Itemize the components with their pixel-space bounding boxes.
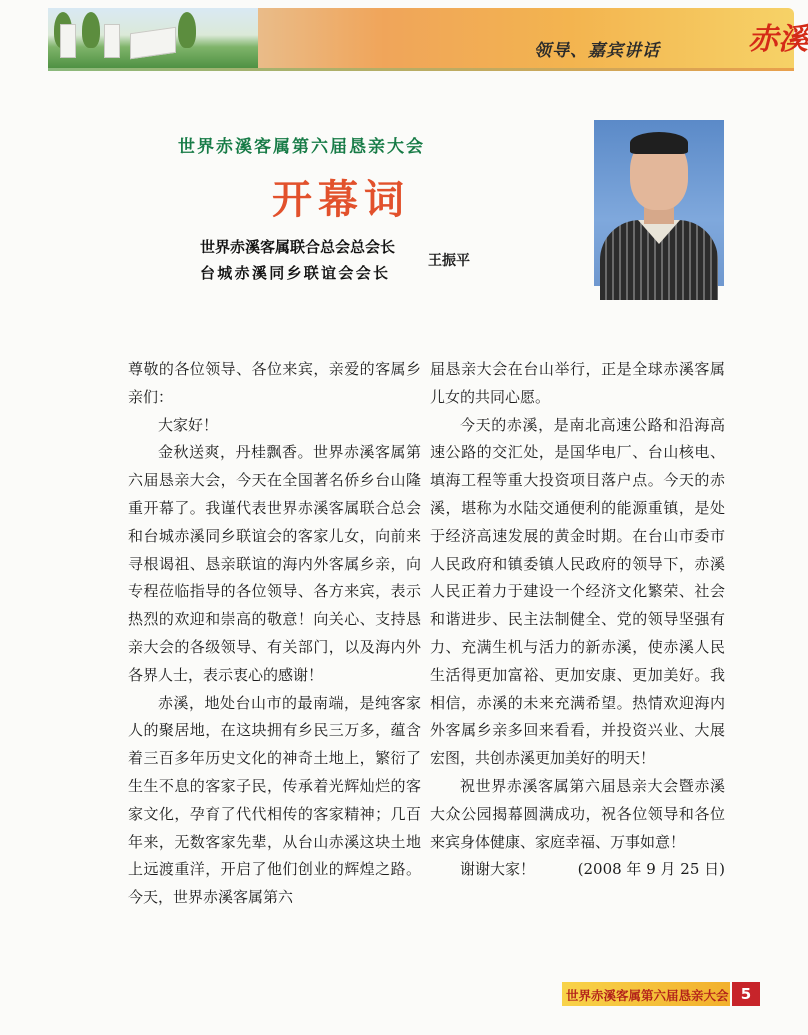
gate-pillar [60,24,76,58]
section-title: 领导、嘉宾讲话 [534,41,660,61]
paragraph: 金秋送爽，丹桂飘香。世界赤溪客属第六届恳亲大会，今天在全国著名侨乡台山隆重开幕了。我谨代表世界赤溪客属联合总会和台城赤溪同乡联谊会的客家儿女，向前来寻根谒祖、恳亲联谊的海内外客属乡亲，向专程莅临指导的各位领导、各方来宾，表示热烈的欢迎和崇高的敬意！向关心、支持恳亲大会的各级领导、有关部门，以及海内外各界人士，表示衷心的感谢！ [128,443,421,684]
article-column-left [128,356,421,912]
paragraph: 赤溪，地处台山市的最南端，是纯客家人的聚居地，在这块拥有乡民三万多，蕴含着三百多年历史文化的神奇土地上，繁衍了生生不息的客家子民，传承着光辉灿烂的客家文化，孕育了代代相传的客家精神；几百年来，无数客家先辈，从台山赤溪这块土地上远渡重洋，开启了他们创业的辉煌之路。今天，世界赤溪客属第六 [128,693,421,907]
header-photo [48,8,258,68]
tree-shape [82,12,100,48]
article-column-right [430,356,725,884]
page-header-banner [48,8,808,68]
author-portrait [594,120,724,286]
paragraph: 祝世界赤溪客属第六届恳亲大会暨赤溪大众公园揭幕圆满成功，祝各位领导和各位来宾身体健康、家庭幸福、万事如意！ [430,776,725,851]
article-date: (2008 年 9 月 25 日) [577,860,725,879]
gate-wall [130,27,176,59]
gate-pillar [104,24,120,58]
paragraph: 今天的赤溪，是南北高速公路和沿海高速公路的交汇处，是国华电厂、台山核电、填海工程等重大投资项目落户点。今天的赤溪，堪称为水陆交通便利的能源重镇，是处于经济高速发展的黄金时期。在台山市委市人民政府和镇委镇人民政府的领导下，赤溪人民正着力于建设一个经济文化繁荣、社会和谐进步、民主法制健全、党的领导坚强有力、充满生机与活力的新赤溪，使赤溪人民生活得更加富裕、更加安康、更加美好。我相信，赤溪的未来充满希望。热情欢迎海内外客属乡亲多回来看看，并投资兴业、大展宏图，共创赤溪更加美好的明天！ [430,415,725,768]
footer-publication: 世界赤溪客属第六届恳亲大会 [566,988,729,1003]
masthead-logo: 赤溪 [748,22,808,57]
page-number: 5 [732,982,760,1006]
paragraph: 届恳亲大会在台山举行，正是全球赤溪客属儿女的共同心愿。 [430,360,725,406]
tree-shape [178,12,196,48]
article-title: 开幕词 [272,177,410,223]
paragraph: 大家好！ [158,415,219,434]
closing-line [430,856,725,884]
header-divider [48,68,794,71]
author-role-1: 世界赤溪客属联合总会总会长 [200,238,396,256]
event-title: 世界赤溪客属第六届恳亲大会 [178,137,425,157]
author-role-2: 台城赤溪同乡联谊会会长 [200,264,391,282]
portrait-hair [630,132,688,154]
author-name: 王振平 [428,253,470,269]
closing-text: 谢谢大家！ [460,860,536,879]
paragraph: 尊敬的各位领导、各位来宾，亲爱的客属乡亲们： [128,360,421,406]
